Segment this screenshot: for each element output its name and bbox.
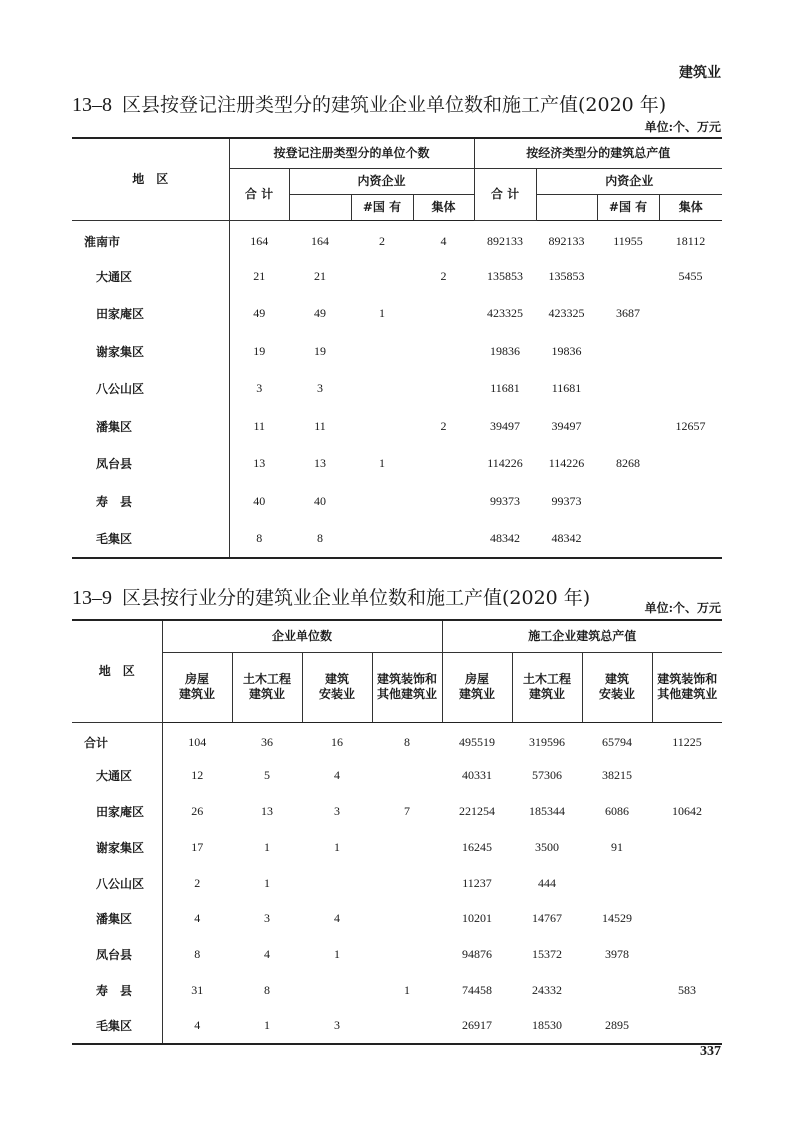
region-cell: 寿 县 xyxy=(72,973,162,1009)
value-cell: 114226 xyxy=(487,456,523,471)
table2-unit: 单位:个、万元 xyxy=(644,601,721,615)
t1-header-state-2: #国 有 xyxy=(597,194,659,220)
value-cell: 11955 xyxy=(613,233,643,248)
value-cell: 319596 xyxy=(529,734,566,749)
value-cell: 221254 xyxy=(459,803,496,818)
value-cell: 15372 xyxy=(532,947,563,962)
value-cell: 3500 xyxy=(535,839,560,854)
value-cell: 48342 xyxy=(474,520,536,558)
value-cell: 2 xyxy=(194,875,201,890)
value-cell: 40 xyxy=(253,493,266,508)
region-cell: 凤台县 xyxy=(72,937,162,973)
value-cell: 583 xyxy=(678,982,697,997)
value-cell: 17 xyxy=(191,839,204,854)
t2-header-housing: 房屋 建筑业 xyxy=(162,652,232,722)
region-cell: 毛集区 xyxy=(72,520,229,558)
value-cell xyxy=(652,937,722,973)
value-cell: 1 xyxy=(232,1008,302,1044)
value-cell: 11237 xyxy=(462,875,492,890)
region-cell: 八公山区 xyxy=(72,370,229,408)
value-cell: 4 xyxy=(194,911,201,926)
value-cell: 39497 xyxy=(490,418,521,433)
table1-unit: 单位:个、万元 xyxy=(644,120,721,134)
value-cell: 2 xyxy=(440,418,447,433)
value-cell xyxy=(597,483,659,521)
region-cell: 毛集区 xyxy=(72,1008,162,1044)
t2-header-civil-2: 土木工程 建筑业 xyxy=(512,652,582,722)
t1-header-total-2: 合 计 xyxy=(474,168,536,220)
value-cell: 892133 xyxy=(487,233,524,248)
value-cell: 14529 xyxy=(602,911,633,926)
value-cell: 36 xyxy=(261,734,273,749)
value-cell: 8268 xyxy=(616,456,641,471)
t1-header-domestic-blank-2 xyxy=(536,194,597,220)
value-cell: 11 xyxy=(253,418,266,433)
value-cell: 114226 xyxy=(548,456,585,471)
value-cell: 11681 xyxy=(490,381,520,396)
page-number: 337 xyxy=(700,1044,721,1059)
table-row xyxy=(72,901,722,937)
value-cell: 40331 xyxy=(462,768,493,783)
value-cell: 3 xyxy=(302,1008,372,1044)
region-cell: 潘集区 xyxy=(72,901,162,937)
table2-number: 13–9 xyxy=(72,587,112,609)
table1-title xyxy=(72,90,666,117)
value-cell: 4 xyxy=(264,947,270,962)
value-cell: 135853 xyxy=(548,268,585,283)
value-cell: 4 xyxy=(334,768,340,783)
t1-header-total: 合 计 xyxy=(229,168,289,220)
table-row xyxy=(72,333,722,371)
table-row xyxy=(72,829,722,865)
region-cell: 淮南市 xyxy=(72,220,229,258)
value-cell: 11 xyxy=(314,418,326,433)
value-cell: 21 xyxy=(314,268,326,283)
value-cell xyxy=(597,333,659,371)
region-cell: 大通区 xyxy=(72,258,229,296)
value-cell: 48342 xyxy=(536,520,597,558)
t1-header-state: #国 有 xyxy=(351,194,413,220)
value-cell: 13 xyxy=(253,456,266,471)
value-cell: 19 xyxy=(314,343,326,358)
value-cell: 8 xyxy=(404,734,410,749)
value-cell: 10642 xyxy=(672,803,703,818)
value-cell: 39497 xyxy=(551,418,582,433)
table2-title xyxy=(72,583,590,610)
section-label: 建筑业 xyxy=(679,65,721,81)
value-cell: 18112 xyxy=(675,233,706,248)
table-row xyxy=(72,758,722,794)
value-cell xyxy=(413,295,474,333)
value-cell xyxy=(413,520,474,558)
value-cell xyxy=(413,483,474,521)
t1-header-collective: 集体 xyxy=(413,194,474,220)
value-cell xyxy=(302,973,372,1009)
value-cell: 26 xyxy=(191,803,204,818)
t2-header-install: 建筑 安装业 xyxy=(302,652,372,722)
table-row xyxy=(72,408,722,446)
value-cell: 3 xyxy=(256,381,263,396)
value-cell xyxy=(582,865,652,901)
value-cell: 19 xyxy=(253,343,266,358)
table2 xyxy=(72,619,722,1045)
value-cell: 8 xyxy=(289,520,351,558)
value-cell: 99373 xyxy=(551,493,582,508)
value-cell xyxy=(413,333,474,371)
value-cell: 21 xyxy=(253,268,266,283)
table-row xyxy=(72,865,722,901)
table-row xyxy=(72,483,722,521)
value-cell xyxy=(372,1008,442,1044)
value-cell xyxy=(597,408,659,446)
table-row xyxy=(72,370,722,408)
value-cell xyxy=(302,865,372,901)
value-cell: 40 xyxy=(314,493,326,508)
table1-number: 13–8 xyxy=(72,94,112,116)
value-cell: 8 xyxy=(229,520,289,558)
value-cell xyxy=(652,865,722,901)
t1-header-group-units: 按登记注册类型分的单位个数 xyxy=(229,138,474,168)
value-cell: 13 xyxy=(261,803,273,818)
value-cell: 8 xyxy=(264,982,270,997)
value-cell xyxy=(597,520,659,558)
value-cell: 3 xyxy=(264,911,270,926)
value-cell: 12657 xyxy=(675,418,706,433)
value-cell: 3687 xyxy=(616,306,641,321)
value-cell: 423325 xyxy=(487,306,524,321)
value-cell xyxy=(413,370,474,408)
table-row xyxy=(72,295,722,333)
value-cell: 164 xyxy=(311,233,329,248)
value-cell xyxy=(659,520,722,558)
t1-header-collective-2: 集体 xyxy=(659,194,722,220)
table-row xyxy=(72,937,722,973)
value-cell: 38215 xyxy=(602,768,633,783)
value-cell: 2895 xyxy=(582,1008,652,1044)
value-cell xyxy=(659,445,722,483)
value-cell: 2 xyxy=(440,268,447,283)
region-cell: 寿 县 xyxy=(72,483,229,521)
value-cell: 1 xyxy=(264,839,270,854)
value-cell xyxy=(372,758,442,794)
value-cell xyxy=(597,370,659,408)
table-row xyxy=(72,445,722,483)
value-cell: 892133 xyxy=(548,233,585,248)
value-cell xyxy=(659,370,722,408)
t1-header-domestic: 内资企业 xyxy=(289,168,474,194)
value-cell: 16 xyxy=(331,734,343,749)
table-row xyxy=(72,220,722,258)
region-cell: 大通区 xyxy=(72,758,162,794)
value-cell xyxy=(659,483,722,521)
value-cell: 5 xyxy=(264,768,270,783)
t2-header-group-units: 企业单位数 xyxy=(162,620,442,652)
value-cell: 5455 xyxy=(678,268,703,283)
value-cell xyxy=(351,408,413,446)
table-row xyxy=(72,1008,722,1044)
table1-title-text: 区县按登记注册类型分的建筑业企业单位数和施工产值(2020 年) xyxy=(122,94,667,116)
region-cell: 凤台县 xyxy=(72,445,229,483)
t1-header-domestic-2: 内资企业 xyxy=(536,168,722,194)
value-cell: 3 xyxy=(317,381,323,396)
value-cell xyxy=(659,295,722,333)
value-cell: 8 xyxy=(194,947,201,962)
value-cell: 1 xyxy=(264,875,270,890)
value-cell: 4 xyxy=(162,1008,232,1044)
t2-header-region: 地 区 xyxy=(72,620,162,722)
value-cell: 4 xyxy=(334,911,340,926)
region-cell: 合计 xyxy=(72,722,162,758)
value-cell: 135853 xyxy=(487,268,524,283)
table2-title-text: 区县按行业分的建筑业企业单位数和施工产值(2020 年) xyxy=(122,587,591,609)
value-cell xyxy=(413,445,474,483)
value-cell: 19836 xyxy=(490,343,521,358)
t2-header-housing-2: 房屋 建筑业 xyxy=(442,652,512,722)
value-cell: 104 xyxy=(188,734,207,749)
region-cell: 潘集区 xyxy=(72,408,229,446)
value-cell: 12 xyxy=(191,768,204,783)
value-cell: 57306 xyxy=(532,768,563,783)
table-row xyxy=(72,258,722,296)
value-cell xyxy=(351,333,413,371)
value-cell: 11225 xyxy=(672,734,702,749)
value-cell: 31 xyxy=(191,982,204,997)
value-cell: 65794 xyxy=(602,734,633,749)
value-cell: 1 xyxy=(379,306,385,321)
region-cell: 田家庵区 xyxy=(72,794,162,830)
value-cell: 14767 xyxy=(532,911,563,926)
value-cell: 1 xyxy=(379,456,385,471)
value-cell xyxy=(351,483,413,521)
value-cell xyxy=(351,370,413,408)
value-cell xyxy=(652,758,722,794)
value-cell: 49 xyxy=(314,306,326,321)
t1-header-domestic-blank xyxy=(289,194,351,220)
t2-header-group-output: 施工企业建筑总产值 xyxy=(442,620,722,652)
table-row xyxy=(72,973,722,1009)
value-cell: 13 xyxy=(314,456,326,471)
value-cell: 99373 xyxy=(490,493,521,508)
value-cell: 6086 xyxy=(605,803,630,818)
value-cell xyxy=(372,901,442,937)
value-cell: 74458 xyxy=(462,982,493,997)
value-cell xyxy=(351,258,413,296)
value-cell: 1 xyxy=(334,947,340,962)
value-cell: 7 xyxy=(404,803,410,818)
value-cell: 3978 xyxy=(605,947,630,962)
table-row xyxy=(72,794,722,830)
value-cell xyxy=(652,829,722,865)
value-cell: 91 xyxy=(611,839,624,854)
value-cell: 2 xyxy=(379,233,385,248)
value-cell: 4 xyxy=(440,233,447,248)
value-cell: 164 xyxy=(250,233,269,248)
value-cell: 19836 xyxy=(551,343,582,358)
value-cell xyxy=(652,1008,722,1044)
value-cell: 185344 xyxy=(529,803,566,818)
t2-header-install-2: 建筑 安装业 xyxy=(582,652,652,722)
value-cell: 16245 xyxy=(462,839,493,854)
t1-header-group-output: 按经济类型分的建筑总产值 xyxy=(474,138,722,168)
t1-header-region: 地 区 xyxy=(72,138,229,220)
value-cell xyxy=(652,901,722,937)
value-cell: 49 xyxy=(253,306,266,321)
value-cell xyxy=(372,829,442,865)
t2-header-decor: 建筑装饰和 其他建筑业 xyxy=(372,652,442,722)
value-cell xyxy=(597,258,659,296)
value-cell: 11681 xyxy=(551,381,582,396)
value-cell: 1 xyxy=(334,839,340,854)
value-cell: 1 xyxy=(404,982,410,997)
value-cell xyxy=(372,865,442,901)
value-cell: 423325 xyxy=(548,306,585,321)
table-row xyxy=(72,520,722,558)
region-cell: 田家庵区 xyxy=(72,295,229,333)
value-cell: 18530 xyxy=(512,1008,582,1044)
table1 xyxy=(72,137,722,559)
value-cell: 10201 xyxy=(462,911,493,926)
t2-header-decor-2: 建筑装饰和 其他建筑业 xyxy=(652,652,722,722)
value-cell xyxy=(659,333,722,371)
t2-header-civil: 土木工程 建筑业 xyxy=(232,652,302,722)
table-row xyxy=(72,722,722,758)
value-cell: 495519 xyxy=(459,734,496,749)
value-cell: 26917 xyxy=(442,1008,512,1044)
value-cell xyxy=(351,520,413,558)
value-cell xyxy=(372,937,442,973)
region-cell: 谢家集区 xyxy=(72,333,229,371)
region-cell: 谢家集区 xyxy=(72,829,162,865)
value-cell: 3 xyxy=(334,803,340,818)
value-cell: 94876 xyxy=(462,947,493,962)
value-cell xyxy=(582,973,652,1009)
region-cell: 八公山区 xyxy=(72,865,162,901)
value-cell: 444 xyxy=(538,875,557,890)
value-cell: 24332 xyxy=(532,982,563,997)
